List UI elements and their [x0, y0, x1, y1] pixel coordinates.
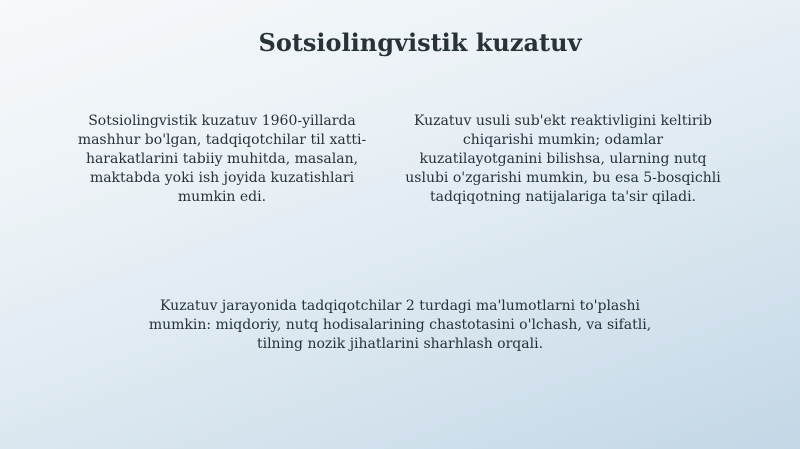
paragraph-left: Sotsiolingvistik kuzatuv 1960-yillarda mashhur bo'lgan, tadqiqotchilar til xatti-harakatlarini tabiiy muhitda, masalan, maktabda yoki ish joyida kuzatishlari mumkin edi. [77, 113, 367, 205]
paragraph-bottom: Kuzatuv jarayonida tadqiqotchilar 2 turdagi ma'lumotlarni to'plashi mumkin: miqdoriy, nutq hodisalarining chastotasini o'lchash, va sifatli, tilning nozik jihatlarini sharhlash orqali. [148, 298, 652, 352]
paragraph-right: Kuzatuv usuli sub'ekt reaktivligini keltirib chiqarishi mumkin; odamlar kuzatilayotganini bilishsa, ularning nutq uslubi o'zgarishi mumkin, bu esa 5-bosqichli tadqiqotning natijalariga ta'sir qiladi. [405, 113, 721, 205]
slide-title: Sotsiolingvistik kuzatuv [258, 28, 582, 57]
